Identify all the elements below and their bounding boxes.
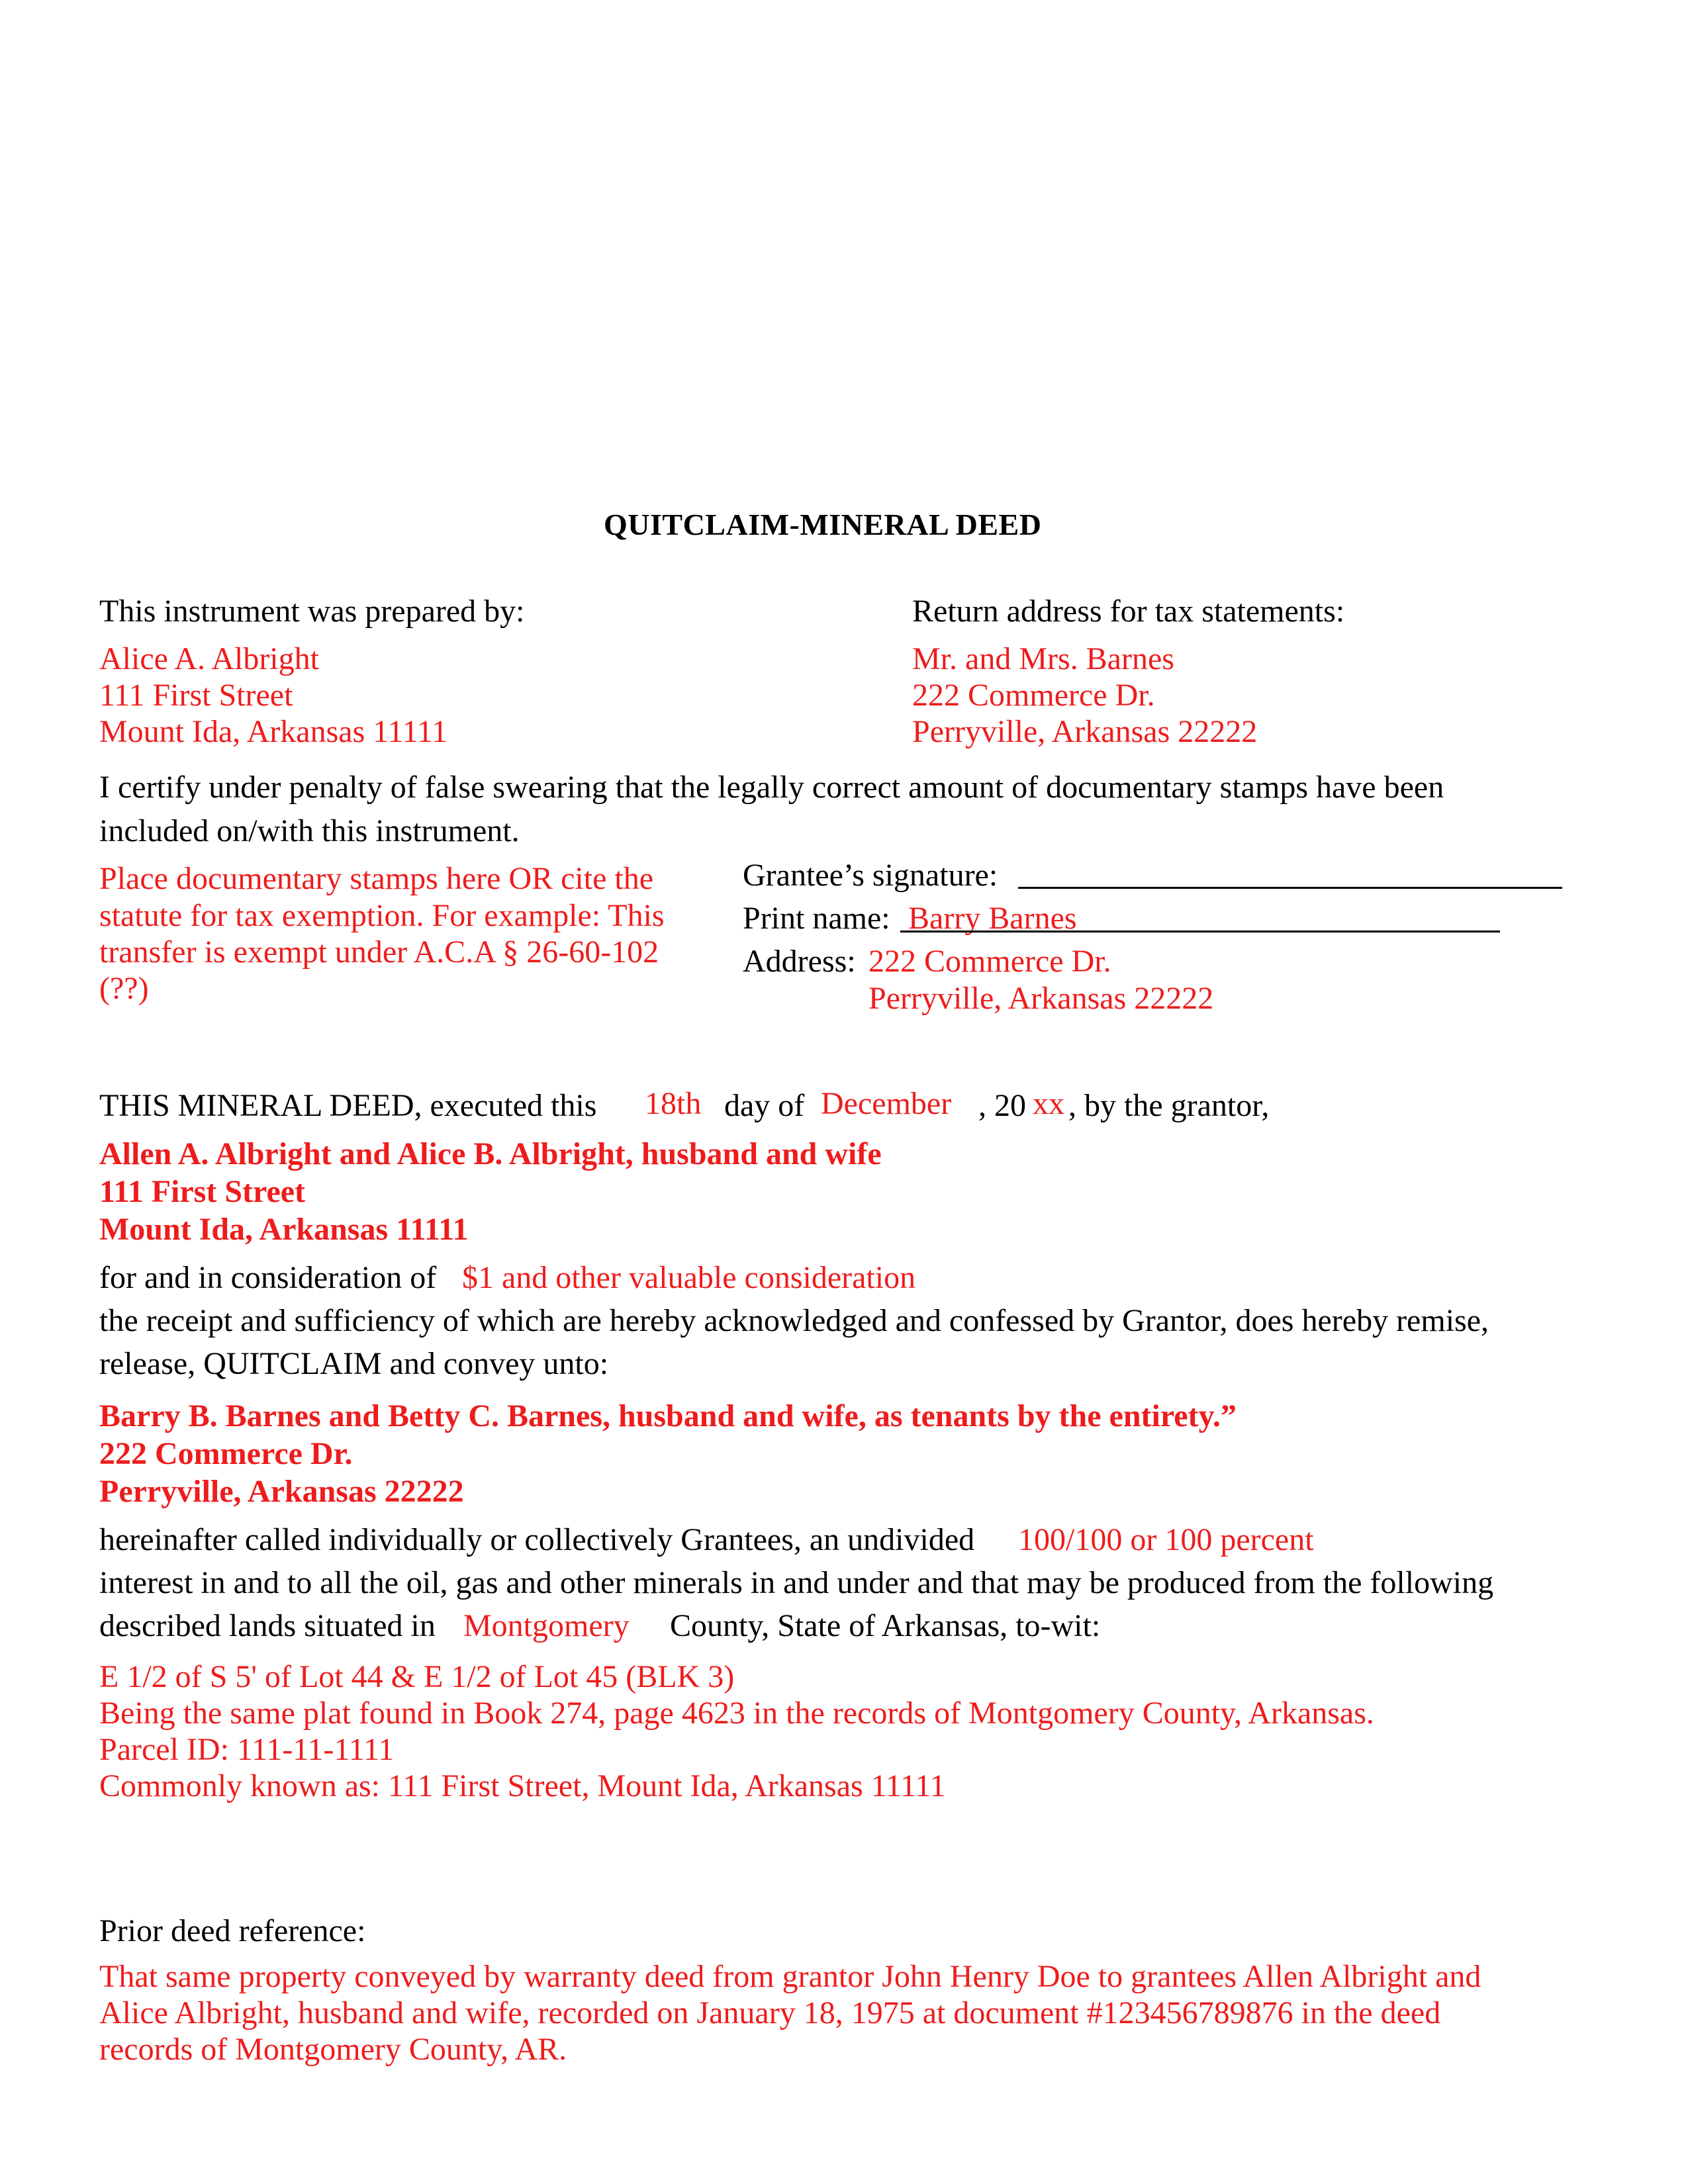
executed-suffix: , by the grantor,: [1068, 1088, 1270, 1123]
legal-description-line-4: Commonly known as: 111 First Street, Mount Ida, Arkansas 11111: [99, 1768, 946, 1803]
interest-line-3-prefix: described lands situated in: [99, 1608, 436, 1643]
stamps-note-line-1: Place documentary stamps here OR cite the: [99, 861, 654, 896]
print-name-label: Print name:: [743, 901, 890, 936]
grantee-city: Perryville, Arkansas 22222: [99, 1474, 464, 1509]
consideration-line-2: the receipt and sufficiency of which are hereby acknowledged and confessed by Grantor, does hereby remise,: [99, 1303, 1489, 1338]
executed-month: December: [821, 1086, 952, 1121]
stamps-note-line-2: statute for tax exemption. For example: This: [99, 898, 665, 933]
grantee-address-line-2: Perryville, Arkansas 22222: [868, 981, 1214, 1016]
legal-description-line-2: Being the same plat found in Book 274, page 4623 in the records of Montgomery County, Arkansas.: [99, 1696, 1374, 1731]
executed-day: 18th: [645, 1086, 702, 1121]
prior-deed-line-2: Alice Albright, husband and wife, recorded on January 18, 1975 at document #123456789876 in the deed: [99, 1995, 1441, 2030]
consideration-line-3: release, QUITCLAIM and convey unto:: [99, 1346, 609, 1381]
executed-year-prefix: , 20: [978, 1088, 1026, 1123]
executed-prefix: THIS MINERAL DEED, executed this: [99, 1088, 597, 1123]
return-address-street: 222 Commerce Dr.: [912, 678, 1155, 713]
return-address-city: Perryville, Arkansas 22222: [912, 714, 1258, 749]
legal-description-line-1: E 1/2 of S 5' of Lot 44 & E 1/2 of Lot 45 (BLK 3): [99, 1659, 735, 1694]
return-address-label: Return address for tax statements:: [912, 594, 1345, 629]
prior-deed-line-1: That same property conveyed by warranty deed from grantor John Henry Doe to grantees Allen Albright and: [99, 1959, 1481, 1994]
interest-prefix: hereinafter called individually or collectively Grantees, an undivided: [99, 1522, 975, 1557]
certify-line-1: I certify under penalty of false swearing that the legally correct amount of documentary stamps have been: [99, 770, 1444, 805]
prior-deed-label: Prior deed reference:: [99, 1913, 366, 1948]
page-title: QUITCLAIM-MINERAL DEED: [604, 508, 1042, 541]
consideration-prefix: for and in consideration of: [99, 1260, 437, 1295]
interest-line-3-suffix: County, State of Arkansas, to-wit:: [670, 1608, 1101, 1643]
grantor-city: Mount Ida, Arkansas 11111: [99, 1212, 469, 1247]
executed-day-of: day of: [724, 1088, 805, 1123]
grantee-street: 222 Commerce Dr.: [99, 1436, 353, 1471]
grantor-street: 111 First Street: [99, 1174, 306, 1209]
stamps-note-line-3: transfer is exempt under A.C.A § 26-60-102: [99, 934, 659, 970]
interest-line-2: interest in and to all the oil, gas and other minerals in and under and that may be produced from the following: [99, 1565, 1494, 1600]
print-name-value: Barry Barnes: [908, 901, 1077, 936]
address-label: Address:: [743, 944, 856, 979]
consideration-value: $1 and other valuable consideration: [462, 1260, 916, 1295]
stamps-note-line-4: (??): [99, 971, 149, 1006]
prepared-by-label: This instrument was prepared by:: [99, 594, 525, 629]
interest-value: 100/100 or 100 percent: [1018, 1522, 1314, 1557]
preparer-street: 111 First Street: [99, 678, 293, 713]
certify-line-2: included on/with this instrument.: [99, 813, 520, 848]
preparer-name: Alice A. Albright: [99, 641, 319, 676]
preparer-city: Mount Ida, Arkansas 11111: [99, 714, 448, 749]
signature-line: [1018, 887, 1562, 889]
grantor-name: Allen A. Albright and Alice B. Albright, husband and wife: [99, 1136, 882, 1171]
grantee-name: Barry B. Barnes and Betty C. Barnes, husband and wife, as tenants by the entirety.”: [99, 1398, 1237, 1433]
executed-year-suffix: xx: [1033, 1086, 1064, 1121]
legal-description-line-3: Parcel ID: 111-11-1111: [99, 1732, 395, 1767]
grantee-signature-label: Grantee’s signature:: [743, 858, 998, 893]
return-address-name: Mr. and Mrs. Barnes: [912, 641, 1174, 676]
county-value: Montgomery: [463, 1608, 630, 1643]
prior-deed-line-3: records of Montgomery County, AR.: [99, 2032, 567, 2067]
print-name-line: [900, 931, 1500, 933]
grantee-address-line-1: 222 Commerce Dr.: [868, 944, 1111, 979]
